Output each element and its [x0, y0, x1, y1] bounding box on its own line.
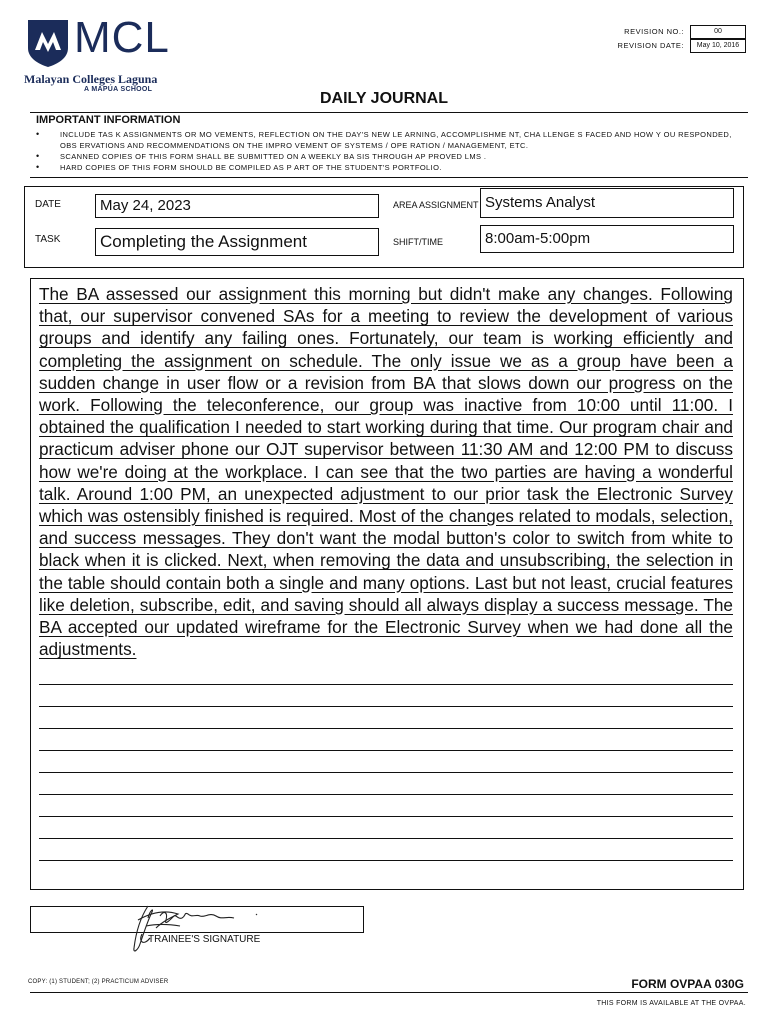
area-assignment-label: AREA ASSIGNMENT [393, 200, 479, 210]
title-divider [30, 112, 748, 113]
logo-tagline: A MAPÚA SCHOOL [84, 86, 153, 93]
journal-entry-text[interactable]: The BA assessed our assignment this morning but didn't make any changes. Following that, our supervisor convened SAs for a meeting to review the development of various groups and identify any failing ones. Fortunately, our team is working efficiently and completing the assignment on schedule. The only issue we as a group have been a sudden change in user flow or a revision from BA that slows down our progress on the work. Following the teleconference, our group was inactive from 10:00 until 11:00. I obtained the qualification I needed to start working during that time. Our program chair and practicum adviser phone our OJT supervisor between 11:30 AM and 12:00 PM to discuss how we're doing at the workplace. I can see that the two parties are having a wonderful talk. Around 1:00 PM, an unexpected adjustment to our prior task the Electronic Survey which was ostensibly finished is required. Most of the changes related to modals, selection, and success messages. They don't want the modal button's color to switch from white to black when it is clicked. Next, when removing the data and unsubscribing, the selection in the table should contain both a single and many options. Last but not least, crucial features like deletion, subscribe, edit, and saving should all always display a success message. The BA accepted our updated wireframe for the Electronic Survey when we had done all the adjustments. [39, 284, 733, 660]
mcl-shield-logo-icon [26, 18, 70, 68]
form-availability-note: THIS FORM IS AVAILABLE AT THE OVPAA. [596, 1000, 746, 1007]
writing-line [39, 706, 733, 707]
revision-date-label: REVISION DATE: [617, 41, 684, 50]
writing-line [39, 794, 733, 795]
important-info-list [36, 129, 736, 173]
logo-institution-name: Malayan Colleges Laguna [24, 72, 158, 86]
date-label: DATE [35, 199, 61, 210]
revision-no-value: 00 [690, 25, 746, 39]
footer-divider [30, 992, 748, 993]
important-info-item: • SCANNED COPIES OF THIS FORM SHALL BE SUBMITTED ON A WEEKLY BA SIS THROUGH AP PROVED LMS . [36, 151, 736, 162]
writing-line [39, 728, 733, 729]
important-info-item: • INCLUDE TAS K ASSIGNMENTS OR MO VEMENTS, REFLECTION ON THE DAY'S NEW LE ARNING, ACCOMPLISHME NT, CHA LLENGE S FACED AND HOW Y OU RESPONDED, OBS ERVATIONS AND RECOMMENDATIONS ON THE IMPRO VEMENT OF SYSTEMS / OPE RATION / MANAGEMENT, ETC. [36, 129, 736, 151]
handwritten-signature-icon [126, 898, 266, 958]
task-label: TASK [35, 234, 61, 245]
area-assignment-field[interactable]: Systems Analyst [480, 188, 734, 218]
form-number: FORM OVPAA 030G [631, 977, 744, 991]
shift-time-label: SHIFT/TIME [393, 237, 443, 247]
writing-line [39, 860, 733, 861]
writing-line [39, 772, 733, 773]
logo-wordmark: MCL [74, 13, 170, 62]
info-divider [30, 177, 748, 178]
signature-label: TRAINEE'S SIGNATURE [148, 934, 261, 945]
important-info-item: • HARD COPIES OF THIS FORM SHOULD BE COMPILED AS P ART OF THE STUDENT'S PORTFOLIO. [36, 162, 736, 173]
task-field[interactable]: Completing the Assignment [95, 228, 379, 256]
date-field[interactable]: May 24, 2023 [95, 194, 379, 218]
shift-time-field[interactable]: 8:00am-5:00pm [480, 225, 734, 253]
revision-no-label: REVISION NO.: [624, 27, 684, 36]
writing-line [39, 684, 733, 685]
writing-line [39, 816, 733, 817]
copy-distribution-note: COPY: (1) STUDENT; (2) PRACTICUM ADVISER [28, 979, 169, 985]
writing-line [39, 838, 733, 839]
writing-line [39, 750, 733, 751]
important-info-heading: IMPORTANT INFORMATION [36, 114, 181, 126]
page-title: DAILY JOURNAL [319, 90, 449, 107]
revision-date-value: May 10, 2016 [690, 39, 746, 53]
